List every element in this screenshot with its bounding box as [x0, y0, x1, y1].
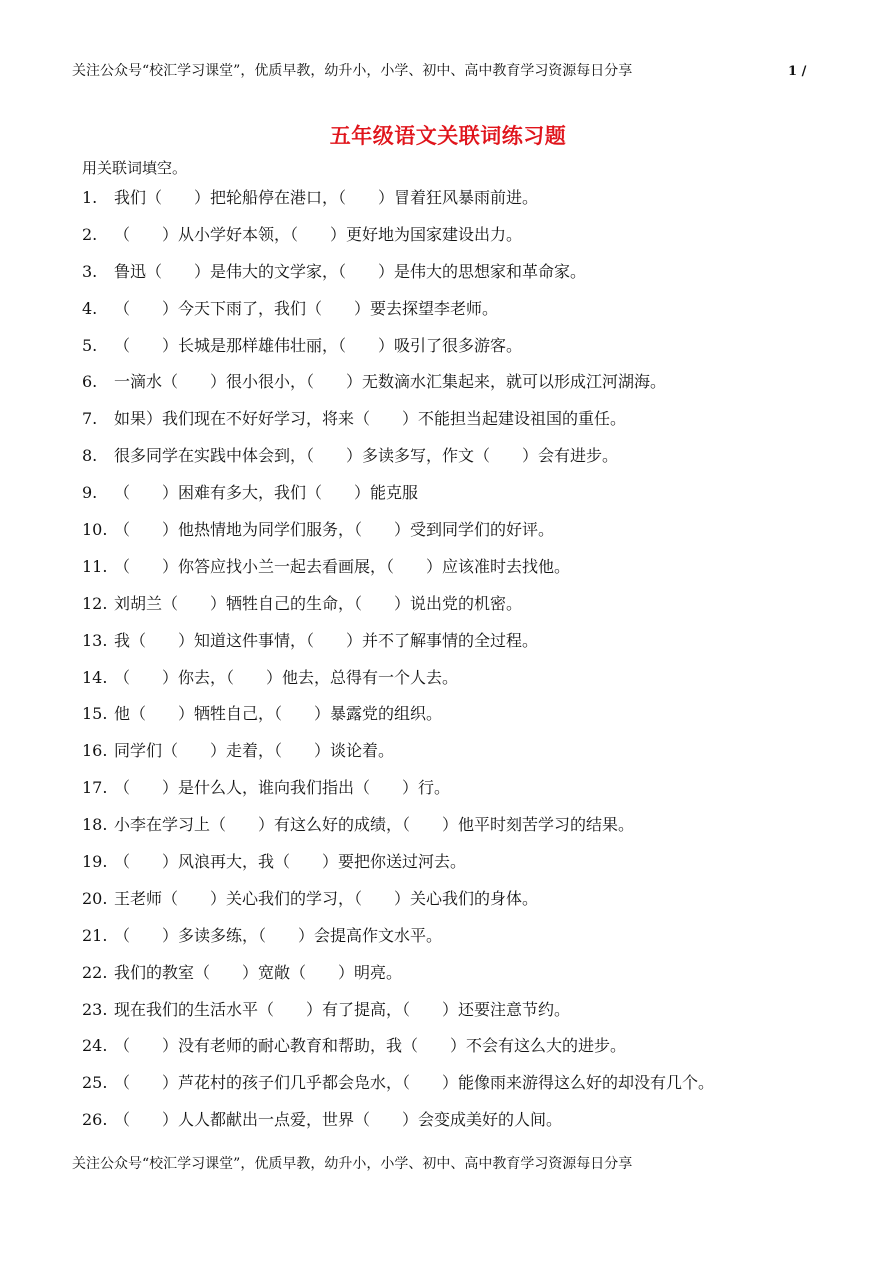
exercise-text: 我们的教室（ ）宽敞（ ）明亮。 [114, 962, 403, 982]
exercise-item [82, 442, 872, 479]
exercise-item [82, 1032, 872, 1069]
exercise-text: （ ）没有老师的耐心教育和帮助，我（ ）不会有这么大的进步。 [114, 1036, 627, 1056]
exercise-text: （ ）是什么人，谁向我们指出（ ）行。 [114, 778, 451, 798]
exercise-text: （ ）人人都献出一点爱，世界（ ）会变成美好的人间。 [114, 1110, 563, 1130]
exercise-number: 13. [82, 630, 108, 650]
exercise-number: 1. [82, 188, 98, 207]
exercise-text: （ ）长城是那样雄伟壮丽，（ ）吸引了很多游客。 [114, 335, 523, 355]
exercise-item [82, 627, 872, 664]
header-note: 关注公众号“校汇学习课堂”，优质早教，幼升小，小学、初中、高中教育学习资源每日分享 [72, 63, 633, 79]
exercise-item [82, 1106, 872, 1143]
exercise-number: 11. [82, 556, 108, 576]
page-number: 1 / [788, 64, 807, 79]
exercise-text: 很多同学在实践中体会到，（ ）多读多写，作文（ ）会有进步。 [114, 446, 619, 466]
exercise-text: （ ）风浪再大，我（ ）要把你送过河去。 [114, 852, 467, 872]
exercise-text: （ ）芦花村的孩子们几乎都会凫水，（ ）能像雨来游得这么好的却没有几个。 [114, 1073, 715, 1093]
exercise-number: 24. [82, 1036, 108, 1056]
exercise-text: 我们（ ）把轮船停在港口，（ ）冒着狂风暴雨前进。 [114, 188, 539, 207]
exercise-number: 3. [82, 261, 98, 281]
exercise-number: 19. [82, 852, 108, 872]
exercise-item [82, 590, 872, 627]
exercise-number: 16. [82, 741, 108, 761]
exercise-text: 同学们（ ）走着，（ ）谈论着。 [114, 741, 395, 761]
exercise-text: （ ）你去，（ ）他去，总得有一个人去。 [114, 667, 459, 687]
exercise-item [82, 332, 872, 369]
exercise-text: （ ）今天下雨了，我们（ ）要去探望李老师。 [114, 298, 499, 318]
exercise-number: 4. [82, 298, 98, 318]
exercise-item [82, 959, 872, 996]
exercise-item [82, 996, 872, 1033]
exercise-text: 刘胡兰（ ）牺牲自己的生命，（ ）说出党的机密。 [114, 593, 523, 613]
footer-note: 关注公众号“校汇学习课堂”，优质早教，幼升小，小学、初中、高中教育学习资源每日分享 [72, 1156, 633, 1172]
exercise-list [82, 184, 872, 1143]
exercise-text: 一滴水（ ）很小很小，（ ）无数滴水汇集起来，就可以形成江河湖海。 [114, 372, 667, 392]
exercise-text: （ ）从小学好本领，（ ）更好地为国家建设出力。 [114, 224, 523, 244]
exercise-number: 23. [82, 999, 108, 1019]
exercise-number: 6. [82, 372, 98, 392]
exercise-item [82, 258, 872, 295]
exercise-number: 25. [82, 1073, 108, 1093]
exercise-number: 18. [82, 815, 108, 835]
exercise-number: 2. [82, 224, 98, 244]
exercise-item [82, 922, 872, 959]
exercise-number: 15. [82, 704, 108, 724]
exercise-text: （ ）你答应找小兰一起去看画展，（ ）应该准时去找他。 [114, 556, 571, 576]
exercise-text: 小李在学习上（ ）有这么好的成绩，（ ）他平时刻苦学习的结果。 [114, 815, 635, 835]
exercise-item [82, 737, 872, 774]
exercise-item [82, 368, 872, 405]
page-title: 五年级语文关联词练习题 [329, 124, 567, 148]
exercise-item [82, 405, 872, 442]
exercise-item [82, 479, 872, 516]
exercise-number: 5. [82, 335, 98, 355]
exercise-text: （ ）他热情地为同学们服务，（ ）受到同学们的好评。 [114, 520, 555, 540]
exercise-number: 20. [82, 888, 108, 908]
exercise-item [82, 1069, 872, 1106]
exercise-number: 12. [82, 593, 108, 613]
exercise-number: 7. [82, 409, 98, 429]
exercise-number: 14. [82, 667, 108, 687]
exercise-item [82, 184, 872, 221]
exercise-number: 17. [82, 778, 108, 798]
exercise-text: 如果）我们现在不好好学习，将来（ ）不能担当起建设祖国的重任。 [114, 409, 627, 429]
exercise-text: （ ）多读多练，（ ）会提高作文水平。 [114, 925, 443, 945]
exercise-number: 21. [82, 925, 108, 945]
exercise-number: 9. [82, 483, 98, 503]
exercise-item [82, 553, 872, 590]
exercise-item [82, 774, 872, 811]
exercise-text: 王老师（ ）关心我们的学习，（ ）关心我们的身体。 [114, 888, 539, 908]
exercise-text: 鲁迅（ ）是伟大的文学家，（ ）是伟大的思想家和革命家。 [114, 261, 587, 281]
exercise-number: 26. [82, 1110, 108, 1130]
instruction-text: 用关联词填空。 [82, 159, 188, 177]
exercise-item [82, 516, 872, 553]
exercise-item [82, 700, 872, 737]
exercise-text: （ ）困难有多大，我们（ ）能克服 [114, 483, 419, 503]
exercise-number: 10. [82, 520, 108, 540]
exercise-item [82, 664, 872, 701]
exercise-text: 现在我们的生活水平（ ）有了提高，（ ）还要注意节约。 [114, 999, 571, 1019]
exercise-text: 我（ ）知道这件事情，（ ）并不了解事情的全过程。 [114, 630, 539, 650]
exercise-item [82, 221, 872, 258]
exercise-item [82, 848, 872, 885]
exercise-item [82, 295, 872, 332]
exercise-number: 8. [82, 446, 98, 466]
exercise-number: 22. [82, 962, 108, 982]
exercise-item [82, 811, 872, 848]
exercise-text: 他（ ）牺牲自己，（ ）暴露党的组织。 [114, 704, 443, 724]
exercise-item [82, 885, 872, 922]
